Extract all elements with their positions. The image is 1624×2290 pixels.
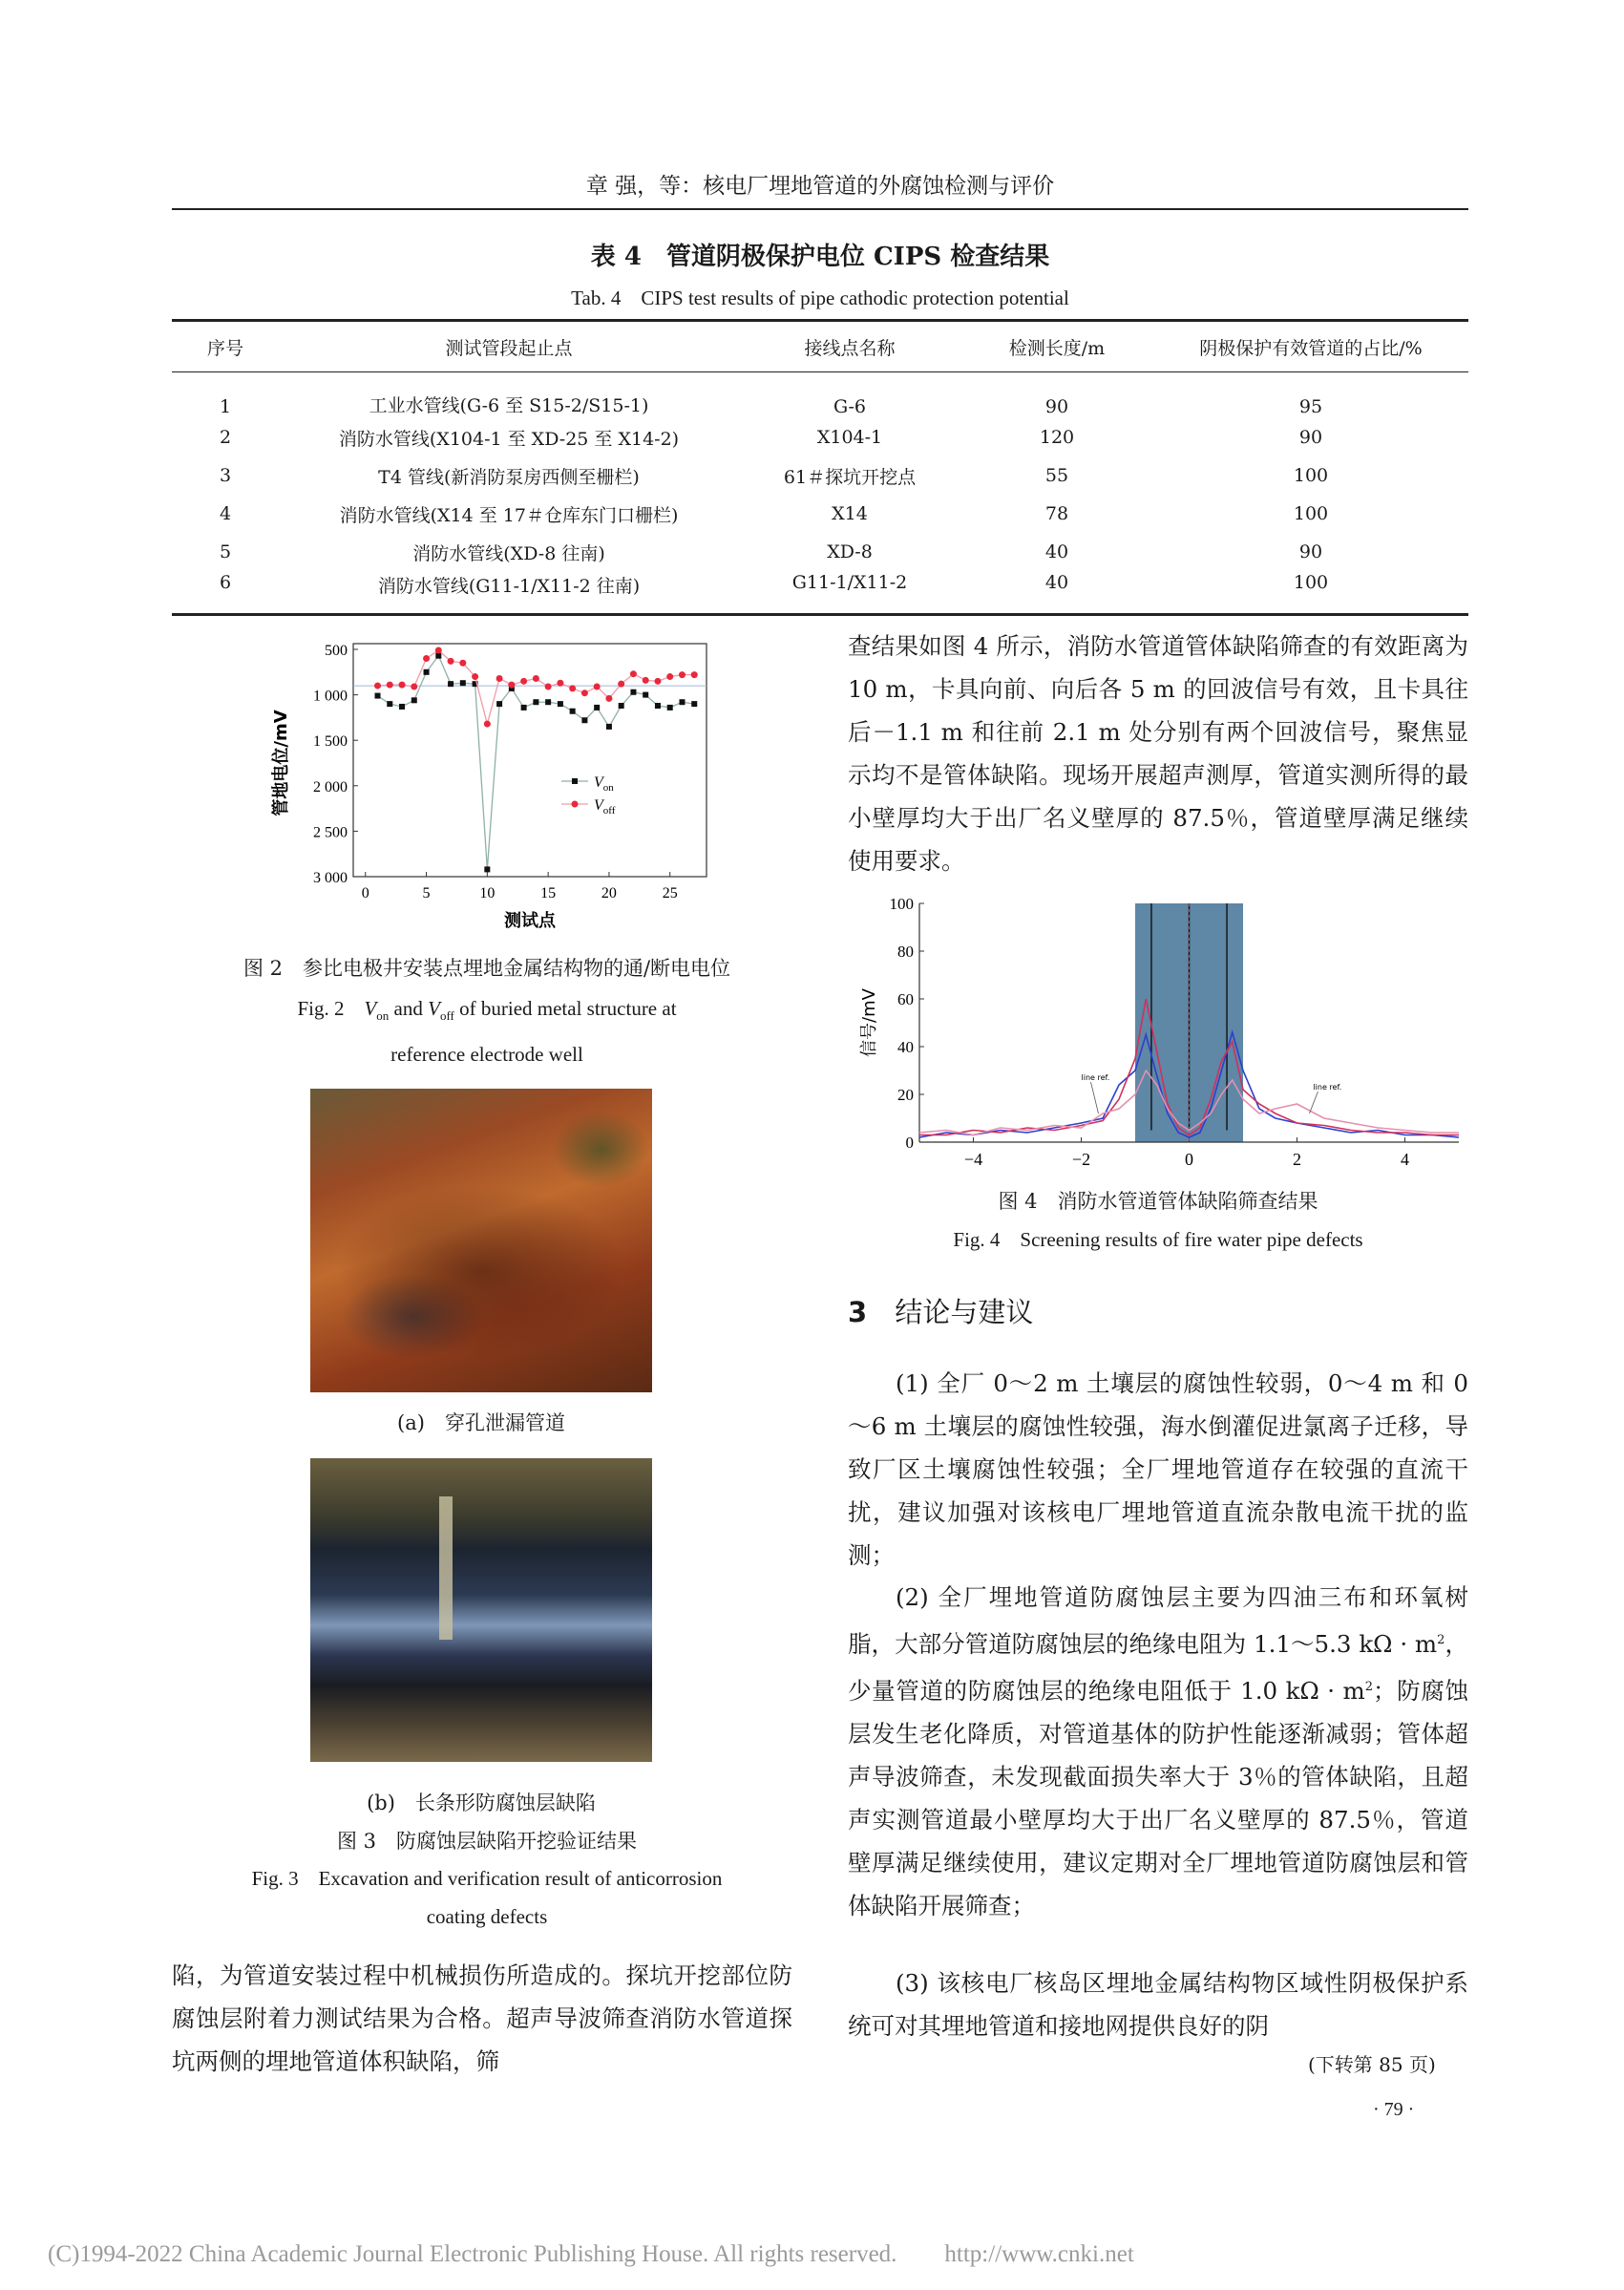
data-point-voff	[666, 673, 673, 680]
data-point-von	[667, 705, 673, 710]
data-point-voff	[387, 682, 393, 689]
fig3b-caption: (b) 长条形防腐蚀层缺陷	[367, 1792, 596, 1814]
table-row	[172, 418, 1468, 456]
data-point-von	[558, 701, 563, 707]
table-row	[172, 533, 1468, 571]
data-point-voff	[533, 675, 539, 682]
conclusion-2-part-b: ，少量管道的防腐蚀层的绝缘电阻低于 1.0 kΩ · m	[848, 1630, 1468, 1706]
fig2-chart	[258, 638, 716, 944]
data-point-voff	[557, 680, 563, 687]
conclusion-2-part-a: (2) 全厂埋地管道防腐蚀层主要为四油三布和环氧树脂，大部分管道防腐蚀层的绝缘电阻为 1.1～5.3 kΩ · m	[848, 1583, 1468, 1659]
y-tick-label: 2 000	[313, 778, 348, 795]
table-cell: 5	[219, 541, 232, 562]
x-tick-label: −2	[1071, 1150, 1091, 1169]
table-row	[172, 495, 1468, 533]
data-point-voff	[545, 684, 552, 690]
col-header: 测试管段起止点	[279, 321, 739, 372]
data-point-voff	[423, 655, 430, 662]
fig2-caption-en-rest: of buried metal structure at	[453, 997, 677, 1020]
running-header: 章 强，等：核电厂埋地管道的外腐蚀检测与评价	[585, 174, 1055, 199]
data-point-voff	[594, 684, 601, 690]
y-tick-label: 100	[889, 896, 914, 913]
table-cell: 100	[1293, 465, 1329, 486]
fig3a-caption: (a) 穿孔泄漏管道	[397, 1411, 565, 1434]
x-tick-label: 15	[540, 885, 557, 901]
section-heading	[848, 1291, 1033, 1330]
y-tick-label: 1 000	[313, 688, 348, 705]
table-cell: 95	[1298, 396, 1323, 417]
data-point-voff	[448, 658, 454, 665]
data-point-voff	[399, 682, 406, 689]
data-point-von	[545, 699, 551, 705]
fig4-caption: 图 4 消防水管道管体缺陷筛查结果	[998, 1190, 1318, 1213]
left-paragraph: 陷，为管道安装过程中机械损伤所造成的。探坑开挖部位防腐蚀层附着力测试结果为合格。超声导波筛查消防水管道探坑两侧的埋地管道体积缺陷，筛	[172, 1961, 792, 2075]
table-title-en: Tab. 4 CIPS test results of pipe cathodic protection potential	[571, 286, 1069, 309]
table-cell: 40	[960, 571, 1153, 615]
data-point-von	[460, 680, 466, 686]
data-point-von	[581, 717, 587, 723]
table-cell: 100	[1153, 571, 1468, 615]
fig2-caption-en-v1: V	[364, 997, 377, 1020]
data-point-von	[619, 703, 624, 709]
data-point-voff	[508, 682, 515, 689]
plot-frame	[353, 644, 707, 877]
fig3-caption-en-line1: Fig. 3 Excavation and verification result of anticorrosion	[251, 1867, 723, 1890]
fig2-caption-en-line2: reference electrode well	[390, 1043, 583, 1067]
table-cell: 2	[219, 427, 232, 448]
x-tick-label: 0	[361, 885, 369, 901]
fig2-caption-en	[172, 989, 802, 1073]
table-row	[172, 372, 1468, 419]
x-tick-label: 5	[422, 885, 431, 901]
data-point-von	[691, 701, 697, 707]
cips-table	[172, 319, 1468, 616]
data-point-voff	[679, 671, 685, 678]
annotation-label: line ref.	[1081, 1073, 1110, 1082]
table-header-row	[172, 321, 1468, 372]
header-rule	[172, 208, 1468, 210]
fig3b-photo-coating-defect	[310, 1458, 652, 1762]
table-cell: 消防水管线(XD-8 往南)	[412, 542, 605, 564]
data-point-von	[435, 653, 441, 659]
data-point-voff	[691, 671, 698, 678]
fig2-caption: 图 2 参比电极井安装点埋地金属结构物的通/断电电位	[243, 957, 731, 980]
conclusion-3: (3) 该核电厂核岛区埋地金属结构物区域性阴极保护系统可对其埋地管道和接地网提供良好的阴	[848, 1969, 1468, 2040]
x-tick-label: 4	[1401, 1150, 1409, 1169]
section-title: 结论与建议	[895, 1296, 1034, 1328]
legend-label: $V_{on}$	[594, 774, 614, 794]
data-point-von	[643, 692, 648, 698]
data-point-von	[448, 681, 453, 687]
y-tick-label: 80	[897, 943, 914, 961]
y-tick-label: 40	[897, 1038, 914, 1056]
data-point-voff	[459, 660, 466, 667]
y-tick-label: 2 500	[313, 824, 348, 841]
table-cell: XD-8	[827, 541, 873, 562]
data-point-von	[411, 697, 417, 703]
copyright-footer: (C)1994-2022 China Academic Journal Electronic Publishing House. All rights reserved. http://www.cnki.net	[48, 2241, 1134, 2267]
data-point-voff	[374, 683, 381, 689]
fig4-chart	[848, 896, 1468, 1182]
col-header: 序号	[172, 321, 279, 372]
data-point-voff	[605, 695, 612, 702]
data-point-von	[496, 701, 502, 707]
table-title: 表 4 管道阴极保护电位 CIPS 检查结果	[590, 243, 1050, 271]
legend-marker	[572, 778, 578, 784]
fig2-caption-en-v2: V	[428, 997, 440, 1020]
annotation-label: line ref.	[1313, 1083, 1342, 1092]
right-paragraph: 查结果如图 4 所示，消防水管道管体缺陷筛查的有效距离为 10 m，卡具向前、向后各 5 m 的回波信号有效，且卡具往后－1.1 m 和往前 2.1 m 处分别有两个回波信号，聚焦显示均不是管体缺陷。现场开展超声测厚，管道实测所得的最小壁厚均大于出厂名义壁厚的 87.5％，管道壁厚满足继续使用要求。	[848, 632, 1468, 875]
page-number: · 79 ·	[1373, 2099, 1415, 2120]
data-point-von	[679, 699, 685, 705]
fig3-caption-en	[172, 1859, 802, 1936]
x-tick-label: −4	[963, 1150, 983, 1169]
data-point-voff	[520, 678, 527, 685]
data-point-voff	[484, 721, 491, 728]
superscript-2: 2	[1364, 1680, 1373, 1695]
table-cell: 40	[1044, 541, 1069, 562]
fig2-caption-en-and: and	[389, 997, 429, 1020]
data-point-voff	[654, 678, 661, 685]
col-header: 接线点名称	[739, 321, 960, 372]
x-axis-label: 测试点	[504, 911, 556, 931]
table-cell: 90	[1298, 427, 1323, 448]
data-point-von	[594, 705, 600, 710]
col-header: 阴极保护有效管道的占比/%	[1153, 321, 1468, 372]
legend-marker	[572, 801, 579, 808]
table-cell: G-6	[833, 396, 867, 417]
table-cell: X14	[832, 503, 868, 524]
data-point-von	[387, 701, 392, 707]
data-point-voff	[496, 675, 503, 682]
data-point-von	[533, 699, 538, 705]
data-point-von	[630, 689, 636, 695]
data-point-voff	[411, 684, 417, 690]
table-row	[172, 456, 1468, 495]
superscript-2: 2	[1437, 1633, 1445, 1647]
table-cell: X104-1	[816, 427, 883, 448]
fig2-caption-en-sub-off: off	[439, 1008, 454, 1024]
fig2-caption-en-sub-on: on	[376, 1008, 390, 1024]
y-axis-label: 管地电位/mV	[271, 710, 291, 816]
y-tick-label: 1 500	[313, 733, 348, 751]
table-cell: G11-1/X11-2	[739, 571, 960, 615]
fig4-caption-en: Fig. 4 Screening results of fire water pipe defects	[953, 1228, 1363, 1251]
table-cell: 消防水管线(X14 至 17＃仓库东门口栅栏)	[339, 504, 679, 526]
table-cell: 61＃探坑开挖点	[783, 466, 917, 488]
annotation-pointer	[1309, 1092, 1318, 1113]
table-cell: 78	[1044, 503, 1069, 524]
data-point-voff	[569, 685, 576, 691]
coating-defect-strip	[439, 1496, 453, 1640]
data-point-von	[424, 669, 430, 675]
data-point-von	[606, 724, 612, 730]
fig2-caption-en-prefix: Fig. 2	[297, 997, 365, 1020]
series-line-von	[378, 656, 695, 870]
y-tick-label: 60	[897, 990, 914, 1008]
table-cell: 4	[219, 503, 232, 524]
table-cell: 90	[1298, 541, 1323, 562]
table-cell: 90	[1044, 396, 1069, 417]
x-tick-label: 10	[479, 885, 496, 901]
conclusion-1: (1) 全厂 0～2 m 土壤层的腐蚀性较弱，0～4 m 和 0～6 m 土壤层的腐蚀性较强，海水倒灌促进氯离子迁移，导致厂区土壤腐蚀性较强；全厂埋地管道存在较强的直流干扰，建议加强对该核电厂埋地管道直流杂散电流干扰的监测；	[848, 1369, 1468, 1569]
continue-note: (下转第 85 页)	[1308, 2053, 1436, 2076]
table-cell: 消防水管线(G11-1/X11-2 往南)	[279, 571, 739, 615]
table-cell: 消防水管线(X104-1 至 XD-25 至 X14-2)	[338, 428, 680, 450]
data-point-von	[375, 693, 381, 699]
legend-label: $V_{off}$	[594, 797, 616, 816]
table-cell: 100	[1293, 503, 1329, 524]
y-tick-label: 3 000	[313, 870, 348, 886]
data-point-von	[399, 704, 405, 710]
table-cell: 55	[1044, 465, 1069, 486]
conclusion-2	[848, 1576, 1468, 1927]
data-point-von	[521, 705, 527, 710]
table-cell: 120	[1039, 427, 1075, 448]
fig3-caption-en-line2: coating defects	[426, 1905, 548, 1928]
x-tick-label: 0	[1185, 1150, 1193, 1169]
table-cell: 工业水管线(G-6 至 S15-2/S15-1)	[369, 395, 649, 416]
data-point-voff	[618, 681, 624, 688]
table-cell: 6	[172, 571, 279, 615]
x-tick-label: 2	[1293, 1150, 1301, 1169]
conclusion-2-part-c: ；防腐蚀层发生老化降质，对管道基体的防护性能逐渐减弱；管体超声导波筛查，未发现截面损失率大于 3％的管体缺陷，且超声实测管道最小壁厚均大于出厂名义壁厚的 87.5％，管道壁厚满足继续使用，建议定期对全厂埋地管道防腐蚀层和管体缺陷开展筛查；	[848, 1677, 1468, 1920]
fig3-caption: 图 3 防腐蚀层缺陷开挖验证结果	[336, 1830, 638, 1853]
data-point-von	[655, 703, 661, 709]
data-point-von	[570, 709, 576, 714]
table-cell: 1	[219, 396, 232, 417]
y-tick-label: 0	[905, 1134, 914, 1152]
data-point-voff	[581, 689, 588, 696]
table-cell: 3	[219, 465, 232, 486]
data-point-voff	[435, 647, 442, 653]
y-axis-label: 信号/mV	[859, 988, 879, 1057]
data-point-voff	[630, 670, 637, 677]
fig3a-photo-corroded-pipe	[310, 1089, 652, 1392]
section-number: 3	[848, 1296, 868, 1328]
x-tick-label: 20	[601, 885, 617, 901]
data-point-von	[484, 866, 490, 872]
x-tick-label: 25	[662, 885, 678, 901]
data-point-voff	[472, 673, 478, 680]
annotation-pointer	[1091, 1082, 1099, 1113]
table-row	[172, 571, 1468, 615]
y-tick-label: 500	[325, 643, 348, 659]
col-header: 检测长度/m	[960, 321, 1153, 372]
y-tick-label: 20	[897, 1086, 914, 1104]
table-cell: T4 管线(新消防泵房西侧至栅栏)	[378, 466, 640, 488]
data-point-voff	[643, 677, 649, 684]
